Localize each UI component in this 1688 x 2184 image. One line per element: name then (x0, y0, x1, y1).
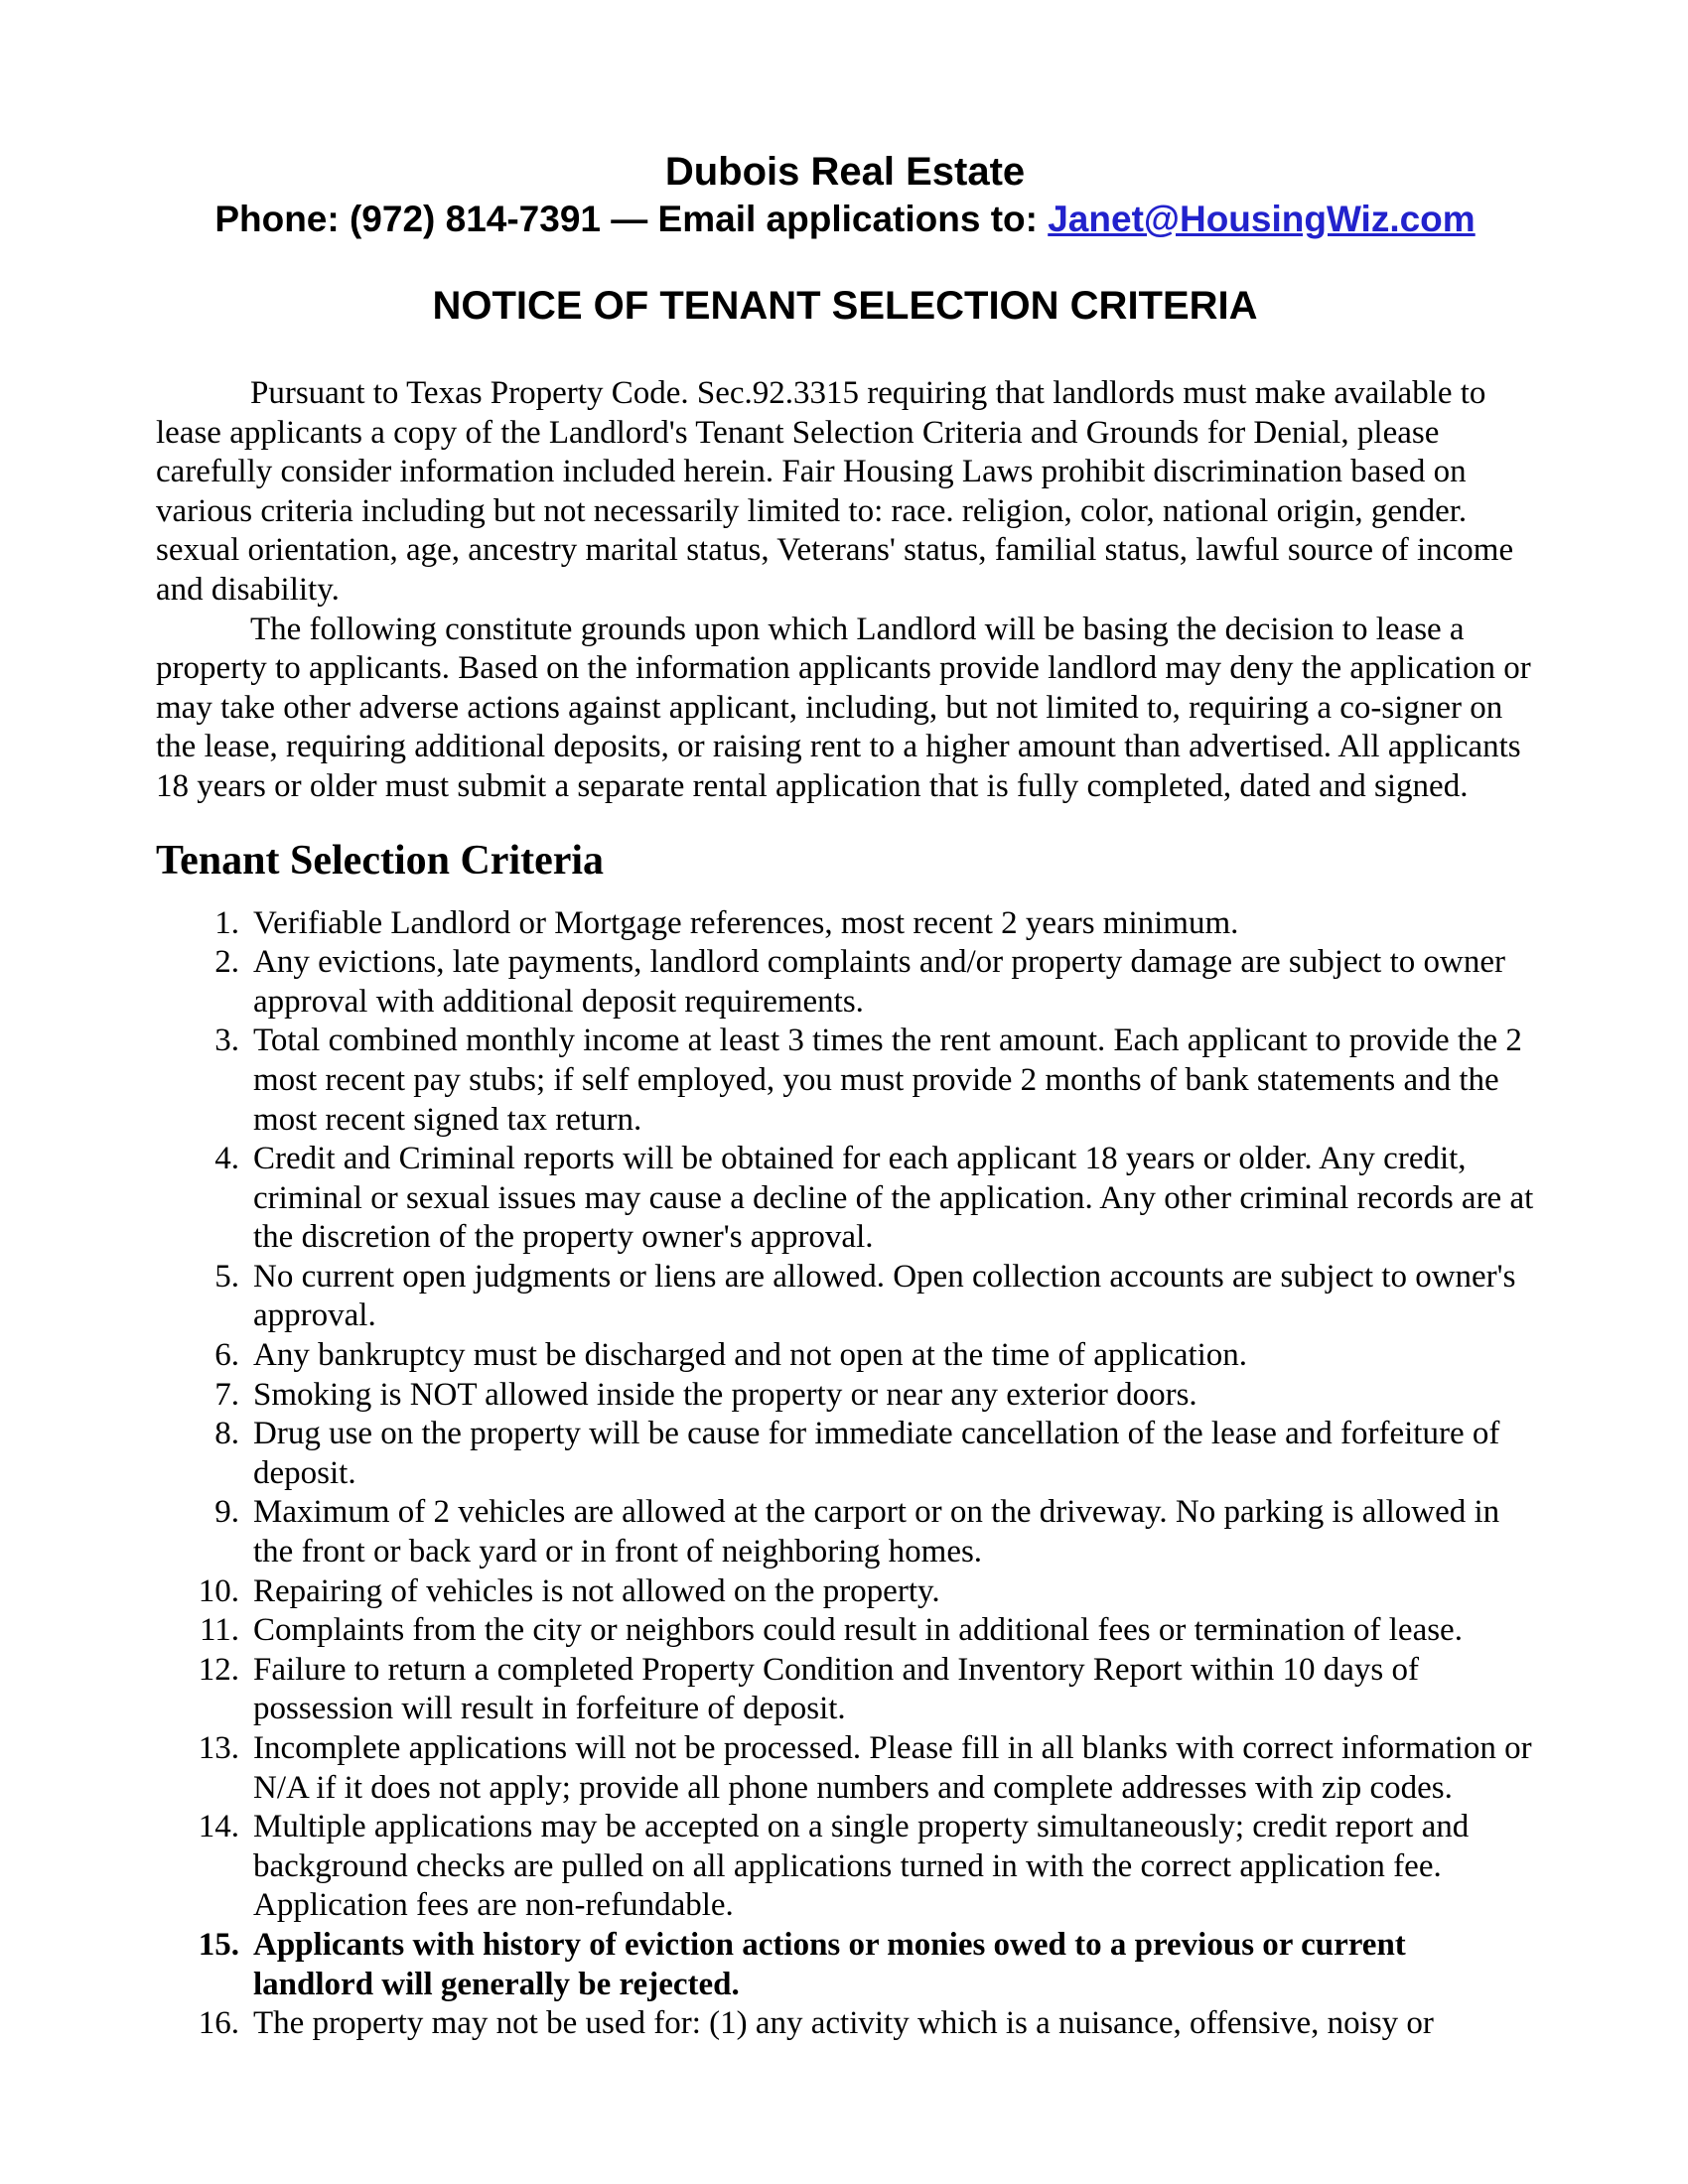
criteria-item (156, 1611, 1534, 1651)
criteria-item-text: Complaints from the city or neighbors could result in additional fees or termination of lease. (253, 1612, 1463, 1649)
criteria-item-number: 8. (214, 1416, 239, 1452)
criteria-item (156, 1376, 1534, 1416)
criteria-item-number: 11. (199, 1612, 239, 1649)
criteria-item-text: No current open judgments or liens are allowed. Open collection accounts are subject to owner's approval. (253, 1258, 1516, 1334)
criteria-item (156, 1140, 1534, 1258)
contact-text: Phone: (972) 814-7391 — Email applications to: (214, 199, 1049, 239)
criteria-list (156, 904, 1534, 2044)
criteria-item-number: 5. (214, 1258, 239, 1295)
criteria-item (156, 1808, 1534, 1926)
criteria-item-number: 2. (214, 944, 239, 981)
document-header (156, 149, 1534, 242)
criteria-item (156, 943, 1534, 1022)
criteria-item (156, 2004, 1534, 2044)
criteria-item (156, 1651, 1534, 1729)
criteria-item-number: 7. (214, 1376, 239, 1413)
criteria-item-number: 13. (198, 1730, 239, 1766)
criteria-item-number: 9. (214, 1494, 239, 1531)
intro-paragraph-1: Pursuant to Texas Property Code. Sec.92.3315 requiring that landlords must make available to lease applicants a copy of the Landlord's Tenant Selection Criteria and Grounds for Denial, please carefully consider information included herein. Fair Housing Laws prohibit discrimination based on various criteria including but not necessarily limited to: race. religion, color, national origin, gender. sexual orientation, age, ancestry marital status, Veterans' status, familial status, lawful source of income and disability. (156, 375, 1514, 608)
email-link[interactable]: Janet@HousingWiz.com (1048, 199, 1476, 239)
criteria-item (156, 1926, 1534, 2004)
criteria-item-number: 15. (198, 1926, 239, 1963)
criteria-item-text: Total combined monthly income at least 3 times the rent amount. Each applicant to provide the 2 most recent pay stubs; if self employed, you must provide 2 months of bank statements and the most recent signed tax return. (253, 1023, 1522, 1138)
contact-line (156, 196, 1534, 242)
criteria-item-number: 1. (214, 904, 239, 941)
criteria-item-text: Maximum of 2 vehicles are allowed at the carport or on the driveway. No parking is allowed in the front or back yard or in front of neighboring homes. (253, 1494, 1500, 1570)
criteria-item-text: The property may not be used for: (1) any activity which is a nuisance, offensive, noisy or (253, 2005, 1434, 2042)
criteria-item-number: 10. (198, 1572, 239, 1609)
intro-paragraph-2: The following constitute grounds upon which Landlord will be basing the decision to lease a property to applicants. Based on the information applicants provide landlord may deny the application or may take other adverse actions against applicant, including, but not limited to, requiring a co-signer on the lease, requiring additional deposits, or raising rent to a higher amount than advertised. All applicants 18 years or older must submit a separate rental application that is fully completed, dated and signed. (156, 611, 1531, 804)
criteria-item-number: 12. (198, 1651, 239, 1688)
criteria-item-text: Verifiable Landlord or Mortgage references, most recent 2 years minimum. (253, 904, 1239, 941)
criteria-item (156, 1729, 1534, 1808)
criteria-item-number: 4. (214, 1141, 239, 1177)
criteria-item-text: Credit and Criminal reports will be obtained for each applicant 18 years or older. Any credit, criminal or sexual issues may cause a decline of the application. Any other criminal records are at the discretion of the property owner's approval. (253, 1141, 1534, 1256)
criteria-item-text: Applicants with history of eviction actions or monies owed to a previous or current landlord will generally be rejected. (253, 1926, 1406, 2002)
document-title: NOTICE OF TENANT SELECTION CRITERIA (432, 284, 1258, 328)
criteria-item-number: 14. (198, 1809, 239, 1845)
section-heading: Tenant Selection Criteria (156, 837, 605, 884)
criteria-item (156, 904, 1534, 944)
criteria-item-text: Any bankruptcy must be discharged and not open at the time of application. (253, 1337, 1248, 1374)
criteria-item (156, 1572, 1534, 1612)
criteria-item (156, 1336, 1534, 1376)
criteria-item (156, 1493, 1534, 1571)
company-name: Dubois Real Estate (664, 150, 1026, 194)
criteria-item-text: Drug use on the property will be cause for immediate cancellation of the lease and forfeiture of deposit. (253, 1416, 1500, 1491)
criteria-item (156, 1022, 1534, 1140)
criteria-item-text: Smoking is NOT allowed inside the property or near any exterior doors. (253, 1376, 1197, 1413)
criteria-item-text: Multiple applications may be accepted on a single property simultaneously; credit report and background checks are pulled on all applications turned in with the correct application fee. Application fees are non-refundable. (253, 1809, 1470, 1924)
criteria-item-text: Incomplete applications will not be processed. Please fill in all blanks with correct information or N/A if it does not apply; provide all phone numbers and complete addresses with zip codes. (253, 1730, 1532, 1806)
criteria-item-text: Failure to return a completed Property Condition and Inventory Report within 10 days of possession will result in forfeiture of deposit. (253, 1651, 1420, 1727)
criteria-item-number: 6. (214, 1337, 239, 1374)
criteria-item-number: 16. (198, 2005, 239, 2042)
criteria-item (156, 1415, 1534, 1493)
criteria-item-text: Repairing of vehicles is not allowed on the property. (253, 1572, 940, 1609)
criteria-item (156, 1258, 1534, 1336)
criteria-item-text: Any evictions, late payments, landlord complaints and/or property damage are subject to owner approval with additional deposit requirements. (253, 944, 1505, 1020)
criteria-item-number: 3. (214, 1023, 239, 1059)
